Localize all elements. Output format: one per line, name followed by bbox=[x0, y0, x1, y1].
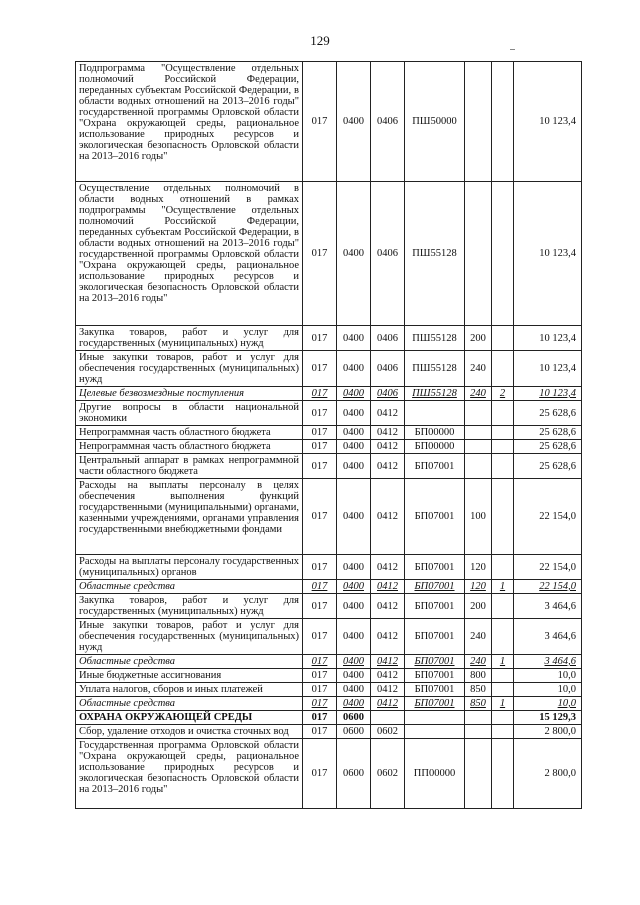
fund-code bbox=[492, 711, 514, 725]
expense-type-code: 850 bbox=[465, 697, 492, 711]
ministry-code: 017 bbox=[303, 711, 337, 725]
subsection-code: 0412 bbox=[371, 655, 405, 669]
target-code: ПШ55128 bbox=[405, 326, 465, 351]
row-name: Непрограммная часть областного бюджета bbox=[76, 440, 303, 454]
amount: 2 800,0 bbox=[514, 739, 582, 809]
ministry-code: 017 bbox=[303, 669, 337, 683]
target-code: БП07001 bbox=[405, 594, 465, 619]
fund-code bbox=[492, 401, 514, 426]
table-row bbox=[76, 387, 582, 401]
ministry-code: 017 bbox=[303, 440, 337, 454]
budget-table-body bbox=[76, 62, 582, 809]
fund-code bbox=[492, 182, 514, 326]
amount: 2 800,0 bbox=[514, 725, 582, 739]
subsection-code: 0412 bbox=[371, 683, 405, 697]
page-number: 129 bbox=[310, 33, 330, 48]
expense-type-code bbox=[465, 62, 492, 182]
row-name: Иные бюджетные ассигнования bbox=[76, 669, 303, 683]
expense-type-code: 800 bbox=[465, 669, 492, 683]
row-name: Целевые безвозмездные поступления bbox=[76, 387, 303, 401]
target-code: ПШ55128 bbox=[405, 351, 465, 387]
row-name: Осуществление отдельных полномочий в области водных отношений в рамках подпрограммы "Осуществление отдельных полномочий Российской Федерации, переданных субъектам Российской Федерации, в области водных отношений на 2013–2016 годы" государственной программы Орловской области "Охрана окружающей среды, рациональное использование природных ресурсов и экологическая безопасность Орловской области на 2013–2016 годы" bbox=[76, 182, 303, 326]
subsection-code: 0406 bbox=[371, 387, 405, 401]
row-name: ОХРАНА ОКРУЖАЮЩЕЙ СРЕДЫ bbox=[76, 711, 303, 725]
ministry-code: 017 bbox=[303, 387, 337, 401]
row-name: Иные закупки товаров, работ и услуг для обеспечения государственных (муниципальных) нужд bbox=[76, 351, 303, 387]
amount: 25 628,6 bbox=[514, 401, 582, 426]
subsection-code: 0412 bbox=[371, 555, 405, 580]
subsection-code: 0412 bbox=[371, 426, 405, 440]
section-code: 0400 bbox=[337, 182, 371, 326]
section-code: 0400 bbox=[337, 580, 371, 594]
table-row bbox=[76, 479, 582, 555]
subsection-code: 0412 bbox=[371, 401, 405, 426]
expense-type-code: 240 bbox=[465, 387, 492, 401]
fund-code bbox=[492, 725, 514, 739]
amount: 22 154,0 bbox=[514, 580, 582, 594]
table-row bbox=[76, 619, 582, 655]
row-name: Государственная программа Орловской области "Охрана окружающей среды, рациональное использование природных ресурсов и экологическая безопасность Орловской области на 2013–2016 годы" bbox=[76, 739, 303, 809]
amount: 10,0 bbox=[514, 683, 582, 697]
amount: 10 123,4 bbox=[514, 387, 582, 401]
subsection-code: 0412 bbox=[371, 440, 405, 454]
amount: 3 464,6 bbox=[514, 655, 582, 669]
fund-code bbox=[492, 619, 514, 655]
fund-code: 1 bbox=[492, 655, 514, 669]
amount: 10 123,4 bbox=[514, 62, 582, 182]
target-code: ПШ50000 bbox=[405, 62, 465, 182]
fund-code bbox=[492, 683, 514, 697]
row-name: Иные закупки товаров, работ и услуг для обеспечения государственных (муниципальных) нужд bbox=[76, 619, 303, 655]
expense-type-code: 240 bbox=[465, 655, 492, 669]
ministry-code: 017 bbox=[303, 697, 337, 711]
target-code: ПШ55128 bbox=[405, 387, 465, 401]
subsection-code bbox=[371, 711, 405, 725]
subsection-code: 0602 bbox=[371, 725, 405, 739]
fund-code bbox=[492, 669, 514, 683]
fund-code bbox=[492, 479, 514, 555]
section-code: 0600 bbox=[337, 739, 371, 809]
section-code: 0400 bbox=[337, 669, 371, 683]
section-code: 0400 bbox=[337, 326, 371, 351]
ministry-code: 017 bbox=[303, 454, 337, 479]
section-code: 0600 bbox=[337, 725, 371, 739]
target-code: ПП00000 bbox=[405, 739, 465, 809]
ministry-code: 017 bbox=[303, 555, 337, 580]
expense-type-code: 240 bbox=[465, 619, 492, 655]
row-name: Уплата налогов, сборов и иных платежей bbox=[76, 683, 303, 697]
target-code: БП07001 bbox=[405, 683, 465, 697]
target-code: БП00000 bbox=[405, 440, 465, 454]
fund-code: 1 bbox=[492, 697, 514, 711]
ministry-code: 017 bbox=[303, 594, 337, 619]
subsection-code: 0412 bbox=[371, 580, 405, 594]
amount: 3 464,6 bbox=[514, 594, 582, 619]
table-row bbox=[76, 683, 582, 697]
amount: 10 123,4 bbox=[514, 351, 582, 387]
subsection-code: 0406 bbox=[371, 62, 405, 182]
section-code: 0400 bbox=[337, 351, 371, 387]
table-row bbox=[76, 182, 582, 326]
amount: 3 464,6 bbox=[514, 619, 582, 655]
ministry-code: 017 bbox=[303, 401, 337, 426]
table-row bbox=[76, 401, 582, 426]
expense-type-code: 100 bbox=[465, 479, 492, 555]
fund-code: 1 bbox=[492, 580, 514, 594]
table-row bbox=[76, 440, 582, 454]
expense-type-code: 200 bbox=[465, 326, 492, 351]
ministry-code: 017 bbox=[303, 426, 337, 440]
target-code bbox=[405, 711, 465, 725]
amount: 22 154,0 bbox=[514, 555, 582, 580]
expense-type-code: 850 bbox=[465, 683, 492, 697]
row-name: Областные средства bbox=[76, 580, 303, 594]
target-code: ПШ55128 bbox=[405, 182, 465, 326]
fund-code bbox=[492, 62, 514, 182]
table-row bbox=[76, 655, 582, 669]
row-name: Другие вопросы в области национальной экономики bbox=[76, 401, 303, 426]
target-code bbox=[405, 401, 465, 426]
amount: 25 628,6 bbox=[514, 426, 582, 440]
table-row bbox=[76, 62, 582, 182]
table-row bbox=[76, 426, 582, 440]
target-code: БП07001 bbox=[405, 580, 465, 594]
target-code: БП07001 bbox=[405, 619, 465, 655]
section-code: 0400 bbox=[337, 440, 371, 454]
table-row bbox=[76, 669, 582, 683]
section-code: 0400 bbox=[337, 479, 371, 555]
fund-code bbox=[492, 739, 514, 809]
row-name: Областные средства bbox=[76, 655, 303, 669]
fund-code bbox=[492, 326, 514, 351]
row-name: Закупка товаров, работ и услуг для государственных (муниципальных) нужд bbox=[76, 326, 303, 351]
subsection-code: 0406 bbox=[371, 182, 405, 326]
subsection-code: 0412 bbox=[371, 619, 405, 655]
row-name: Расходы на выплаты персоналу государственных (муниципальных) органов bbox=[76, 555, 303, 580]
row-name: Непрограммная часть областного бюджета bbox=[76, 426, 303, 440]
row-name: Областные средства bbox=[76, 697, 303, 711]
table-row bbox=[76, 725, 582, 739]
subsection-code: 0412 bbox=[371, 669, 405, 683]
section-code: 0400 bbox=[337, 454, 371, 479]
scan-speck bbox=[510, 49, 515, 50]
ministry-code: 017 bbox=[303, 683, 337, 697]
target-code: БП07001 bbox=[405, 479, 465, 555]
ministry-code: 017 bbox=[303, 182, 337, 326]
fund-code bbox=[492, 594, 514, 619]
table-row bbox=[76, 711, 582, 725]
target-code bbox=[405, 725, 465, 739]
subsection-code: 0406 bbox=[371, 351, 405, 387]
expense-type-code bbox=[465, 182, 492, 326]
table-row bbox=[76, 739, 582, 809]
table-row bbox=[76, 697, 582, 711]
ministry-code: 017 bbox=[303, 619, 337, 655]
section-code: 0600 bbox=[337, 711, 371, 725]
subsection-code: 0406 bbox=[371, 326, 405, 351]
section-code: 0400 bbox=[337, 655, 371, 669]
amount: 22 154,0 bbox=[514, 479, 582, 555]
expense-type-code bbox=[465, 711, 492, 725]
section-code: 0400 bbox=[337, 697, 371, 711]
subsection-code: 0602 bbox=[371, 739, 405, 809]
ministry-code: 017 bbox=[303, 725, 337, 739]
expense-type-code bbox=[465, 426, 492, 440]
ministry-code: 017 bbox=[303, 479, 337, 555]
section-code: 0400 bbox=[337, 594, 371, 619]
target-code: БП07001 bbox=[405, 454, 465, 479]
fund-code bbox=[492, 426, 514, 440]
ministry-code: 017 bbox=[303, 351, 337, 387]
expense-type-code bbox=[465, 440, 492, 454]
subsection-code: 0412 bbox=[371, 594, 405, 619]
target-code: БП07001 bbox=[405, 555, 465, 580]
section-code: 0400 bbox=[337, 401, 371, 426]
target-code: БП07001 bbox=[405, 655, 465, 669]
table-row bbox=[76, 555, 582, 580]
section-code: 0400 bbox=[337, 555, 371, 580]
amount: 15 129,3 bbox=[514, 711, 582, 725]
fund-code: 2 bbox=[492, 387, 514, 401]
section-code: 0400 bbox=[337, 62, 371, 182]
amount: 10,0 bbox=[514, 669, 582, 683]
expense-type-code: 120 bbox=[465, 555, 492, 580]
expense-type-code: 200 bbox=[465, 594, 492, 619]
table-row bbox=[76, 454, 582, 479]
ministry-code: 017 bbox=[303, 326, 337, 351]
section-code: 0400 bbox=[337, 619, 371, 655]
target-code: БП00000 bbox=[405, 426, 465, 440]
amount: 25 628,6 bbox=[514, 454, 582, 479]
budget-table bbox=[75, 61, 582, 809]
amount: 25 628,6 bbox=[514, 440, 582, 454]
section-code: 0400 bbox=[337, 683, 371, 697]
ministry-code: 017 bbox=[303, 655, 337, 669]
table-row bbox=[76, 580, 582, 594]
expense-type-code: 240 bbox=[465, 351, 492, 387]
row-name: Расходы на выплаты персоналу в целях обеспечения выполнения функций государственными (муниципальными) органами, казенными учреждениями, органами управления государственными внебюджетными фондами bbox=[76, 479, 303, 555]
row-name: Закупка товаров, работ и услуг для государственных (муниципальных) нужд bbox=[76, 594, 303, 619]
row-name: Подпрограмма "Осуществление отдельных полномочий Российской Федерации, переданных субъектам Российской Федерации, в области водных отношений на 2013–2016 годы" государственной программы Орловской области "Охрана окружающей среды, рациональное использование природных ресурсов и экологическая безопасность Орловской области на 2013–2016 годы" bbox=[76, 62, 303, 182]
target-code: БП07001 bbox=[405, 669, 465, 683]
expense-type-code bbox=[465, 454, 492, 479]
ministry-code: 017 bbox=[303, 739, 337, 809]
table-row bbox=[76, 351, 582, 387]
amount: 10 123,4 bbox=[514, 326, 582, 351]
section-code: 0400 bbox=[337, 387, 371, 401]
fund-code bbox=[492, 440, 514, 454]
amount: 10 123,4 bbox=[514, 182, 582, 326]
table-row bbox=[76, 594, 582, 619]
row-name: Центральный аппарат в рамках непрограммной части областного бюджета bbox=[76, 454, 303, 479]
expense-type-code bbox=[465, 725, 492, 739]
expense-type-code bbox=[465, 739, 492, 809]
target-code: БП07001 bbox=[405, 697, 465, 711]
table-row bbox=[76, 326, 582, 351]
subsection-code: 0412 bbox=[371, 697, 405, 711]
expense-type-code: 120 bbox=[465, 580, 492, 594]
subsection-code: 0412 bbox=[371, 479, 405, 555]
expense-type-code bbox=[465, 401, 492, 426]
fund-code bbox=[492, 454, 514, 479]
fund-code bbox=[492, 555, 514, 580]
ministry-code: 017 bbox=[303, 580, 337, 594]
row-name: Сбор, удаление отходов и очистка сточных вод bbox=[76, 725, 303, 739]
ministry-code: 017 bbox=[303, 62, 337, 182]
section-code: 0400 bbox=[337, 426, 371, 440]
subsection-code: 0412 bbox=[371, 454, 405, 479]
amount: 10,0 bbox=[514, 697, 582, 711]
fund-code bbox=[492, 351, 514, 387]
